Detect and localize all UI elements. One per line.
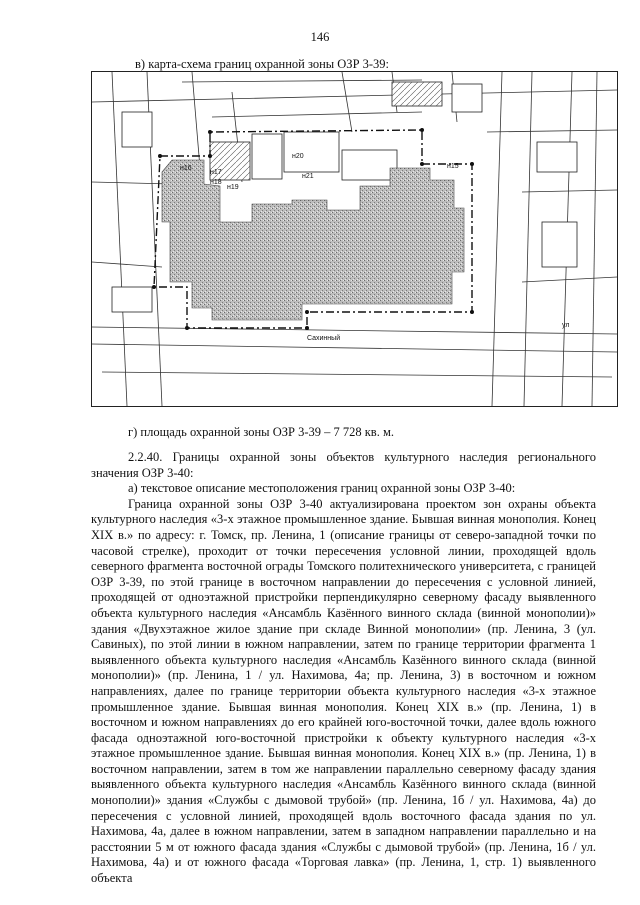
- map-label: н15: [447, 163, 459, 170]
- boundary-map-figure: [91, 71, 618, 407]
- map-caption: в) карта-схема границ охранной зоны ОЗР 3-39:: [135, 57, 390, 71]
- section-heading: 2.2.40. Границы охранной зоны объектов культурного наследия регионального значения ОЗР 3-40:: [91, 450, 596, 480]
- subheading: а) текстовое описание местоположения границ охранной зоны ОЗР 3-40:: [128, 481, 516, 496]
- page-number: 146: [310, 30, 330, 44]
- map-label: ул: [562, 322, 570, 329]
- document-body: [91, 450, 596, 887]
- map-label: н17: [210, 169, 222, 176]
- protection-zone-area: [162, 160, 464, 320]
- zone-area-line: г) площадь охранной зоны ОЗР 3-39 – 7 728 кв. м.: [128, 425, 394, 439]
- hatched-structure: [392, 82, 442, 106]
- map-label: н19: [227, 184, 239, 191]
- map-label: н20: [292, 153, 304, 160]
- map-label: н18: [210, 179, 222, 186]
- map-label: н16: [180, 165, 192, 172]
- map-label: Сахинный: [307, 335, 341, 342]
- map-label: н21: [302, 173, 314, 180]
- boundary-description: Граница охранной зоны ОЗР 3-40 актуализирована проектом зон охраны объекта культурного наследия «3-х этажное промышленное здание. Бывшая винная монополия. Конец XIX в.» по адресу: г. Томск, пр. Ленина, 1 (описание границы от северо-западной точки по часовой стрелке), проходит от точки пересечения условной линии, проходящей вдоль северного фрагмента восточной ограды Томского политехнического университета, с границей ОЗР 3-39, по этой границе в восточном направлении до пересечения с условной линией, проходящей от одноэтажной пристройки перпендикулярно северному фасаду выявленного объекта культурного наследия «Ансамбль Казённого винного склада (винной монополии)» здания «Двухэтажное жилое здание при складе Винной монополии» (пр. Ленина, 3 (ул. Савиных), по этой линии в южном направлении, затем по границе территории фрагмента 1 выявленного объекта культурного наследия «Ансамбль Казённого винного склада (винной монополии)» (пр. Ленина, 1 / ул. Нахимова, 4а; пр. Ленина, 3) в восточном и южном направлениях, далее по границе территории объекта культурного наследия «3-х этажное промышленное здание. Бывшая винная монополия. Конец XIX в.» (пр. Ленина, 1) в восточном и южном направлениях до его крайней юго-восточной точки, далее вдоль южного фасада одноэтажной юго-восточной пристройки к объекту культурного наследия «3-х этажное промышленное здание. Бывшая винная монополия. Конец XIX в.» (пр. Ленина, 1) в восточном направлении, затем в том же направлении параллельно северному фасаду здания выявленного объекта культурного наследия «Ансамбль Казённого винного склада (винной монополии)» здания «Службы с дымовой трубой» (пр. Ленина, 1б / ул. Нахимова, 4а) до пересечения с условной линией, проходящей вдоль восточного фасада здания по ул. Нахимова, 4а, далее в южном направлении, затем в западном направлении параллельно и на расстоянии 5 м от южного фасада здания «Службы с дымовой трубой» (пр. Ленина, 1б / ул. Нахимова, 4а) и от южного фасада «Торговая лавка» (пр. Ленина, 1, стр. 1) выявленного объекта: [91, 496, 596, 886]
